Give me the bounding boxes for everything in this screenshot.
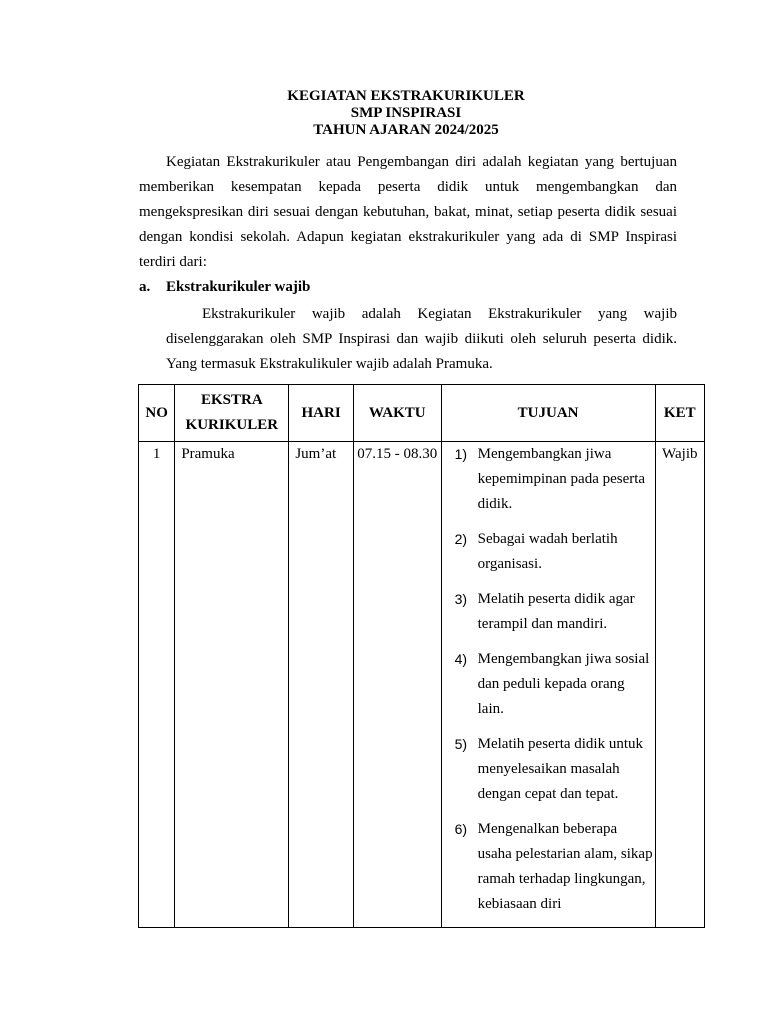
section-a-letter: a. (139, 279, 151, 295)
title-line-1: KEGIATAN EKSTRAKURIKULER (287, 88, 525, 104)
cell-ket: Wajib (655, 442, 704, 928)
cell-waktu: 07.15 - 08.30 (353, 442, 441, 928)
header-hari: HARI (289, 385, 354, 442)
header-ket: KET (655, 385, 704, 442)
header-waktu: WAKTU (353, 385, 441, 442)
activity-table (138, 384, 705, 928)
header-no: NO (139, 385, 175, 442)
tujuan-list (442, 442, 655, 917)
document-title (0, 88, 768, 139)
list-item-number: 2) (454, 531, 468, 547)
cell-hari: Jum’at (289, 442, 354, 928)
header-tujuan: TUJUAN (441, 385, 655, 442)
cell-tujuan (441, 442, 655, 928)
list-item-number: 4) (454, 651, 468, 667)
list-item (442, 732, 655, 807)
intro-paragraph: Kegiatan Ekstrakurikuler atau Pengembangan diri adalah kegiatan yang bertujuan memberikan kesempatan kepada peserta didik untuk mengembangkan dan mengekspresikan diri sesuai dengan kebutuhan, bakat, minat, setiap peserta didik sesuai dengan kondisi sekolah. Adapun kegiatan ekstrakurikuler yang ada di SMP Inspirasi terdiri dari: (139, 154, 677, 270)
section-a-title: Ekstrakurikuler wajib (166, 279, 311, 295)
list-item-number: 5) (454, 736, 468, 752)
title-line-2: SMP INSPIRASI (350, 105, 462, 121)
section-a-heading (139, 279, 310, 296)
list-item-text: Mengembangkan jiwa kepemimpinan pada peserta didik. (477, 446, 646, 512)
list-item (442, 442, 655, 517)
header-ekstra-line1: EKSTRA (200, 392, 263, 408)
title-line-3: TAHUN AJARAN 2024/2025 (313, 122, 499, 138)
list-item-text: Melatih peserta didik untuk menyelesaikan masalah dengan cepat dan tepat. (477, 736, 644, 802)
list-item-text: Mengembangkan jiwa sosial dan peduli kepada orang lain. (477, 651, 650, 717)
list-item-text: Sebagai wadah berlatih organisasi. (477, 531, 618, 572)
list-item-number: 6) (454, 821, 468, 837)
table-header-row (139, 385, 705, 442)
list-item-text: Melatih peserta didik agar terampil dan mandiri. (477, 591, 635, 632)
cell-ekstrakurikuler: Pramuka (175, 442, 289, 928)
header-ekstrakurikuler (175, 385, 289, 442)
list-item-text: Mengenalkan beberapa usaha pelestarian alam, sikap ramah terhadap lingkungan, kebiasaan diri (477, 821, 653, 912)
cell-no: 1 (139, 442, 175, 928)
list-item-number: 3) (454, 591, 468, 607)
list-item (442, 587, 655, 637)
list-item-number: 1) (454, 446, 468, 462)
header-ekstra-line2: KURIKULER (185, 417, 279, 433)
section-a-paragraph: Ekstrakurikuler wajib adalah Kegiatan Ekstrakurikuler yang wajib diselenggarakan oleh SMP Inspirasi dan wajib diikuti oleh seluruh peserta didik. Yang termasuk Ekstrakulikuler wajib adalah Pramuka. (166, 306, 677, 372)
list-item (442, 527, 655, 577)
list-item (442, 817, 655, 917)
table-row (139, 442, 705, 928)
list-item (442, 647, 655, 722)
